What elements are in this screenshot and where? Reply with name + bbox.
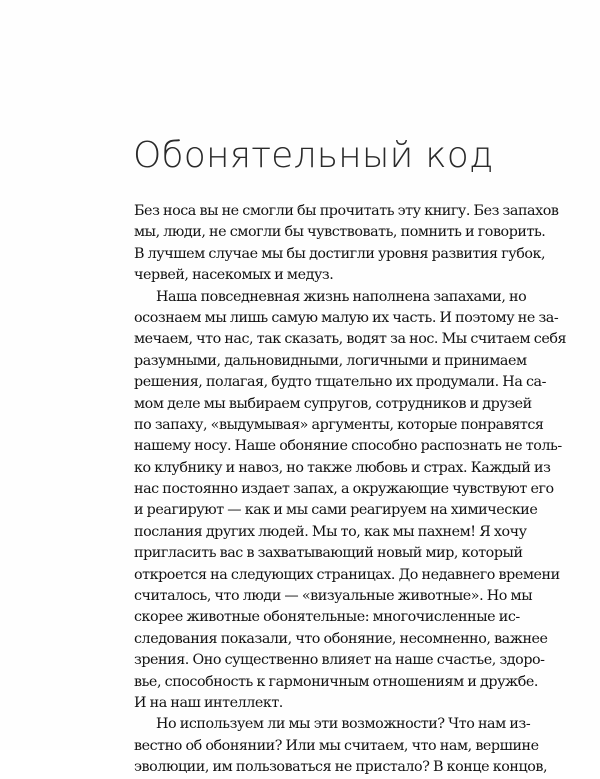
text-line: Наша повседневная жизнь наполнена запахами, но [156,288,527,305]
text-line: скорее животные обонятельные: многочисленные ис- [134,609,520,626]
text-line: зрения. Оно существенно влияет на наше счастье, здоро- [134,652,545,669]
text-line: ко клубнику и навоз, но также любовь и страх. Каждый из [134,459,551,476]
text-line: следования показали, что обоняние, несомненно, важнее [134,630,548,647]
text-line: откроется на следующих страницах. До недавнего времени [134,566,560,583]
text-line: считалось, что люди — «визуальные животные». Но мы [134,588,533,605]
text-line: вье, способность к гармоничным отношениям и дружбе. [134,673,538,690]
text-line: мом деле мы выбираем супругов, сотрудников и друзей [134,395,532,412]
chapter-body [134,201,567,779]
text-line: В лучшем случае мы бы достигли уровня развития губок, [134,245,546,262]
text-line: нас постоянно издает запах, а окружающие чувствуют его [134,481,554,498]
text-line: осознаем мы лишь самую малую их часть. И поэтому не за- [134,309,559,326]
text-line: Но используем ли мы эти возможности? Что нам из- [156,716,531,733]
text-line: разумными, дальновидными, логичными и принимаем [134,352,527,369]
text-line: эволюции, им пользоваться не пристало? В конце концов, [134,759,548,776]
text-line: решения, полагая, будто тщательно их продумали. На са- [134,374,547,391]
paragraph [134,714,548,778]
text-line: пригласить вас в захватывающий новый мир, который [134,545,523,562]
text-line: мы, люди, не смогли бы чувствовать, помнить и говорить. [134,224,546,241]
paragraph [134,201,559,287]
chapter-title: Обонятельный код [133,135,494,176]
text-line: Без носа вы не смогли бы прочитать эту книгу. Без запахов [134,203,559,219]
text-line: И на наш интеллект. [134,694,283,711]
text-line: послания других людей. Мы то, как мы пахнем! Я хочу [134,523,527,540]
text-line: и реагируют — как и мы сами реагируем на химические [134,502,538,519]
text-line: по запаху, «выдумывая» аргументы, которые понравятся [134,416,544,433]
text-line: червей, насекомых и медуз. [134,267,334,284]
text-line: вестно об обонянии? Или мы считаем, что нам, вершине [134,737,539,754]
text-line: нашему носу. Наше обоняние способно распознать не толь- [134,438,562,455]
text-line: мечаем, что нас, так сказать, водят за нос. Мы считаем себя [134,331,567,348]
paragraph [134,287,567,715]
